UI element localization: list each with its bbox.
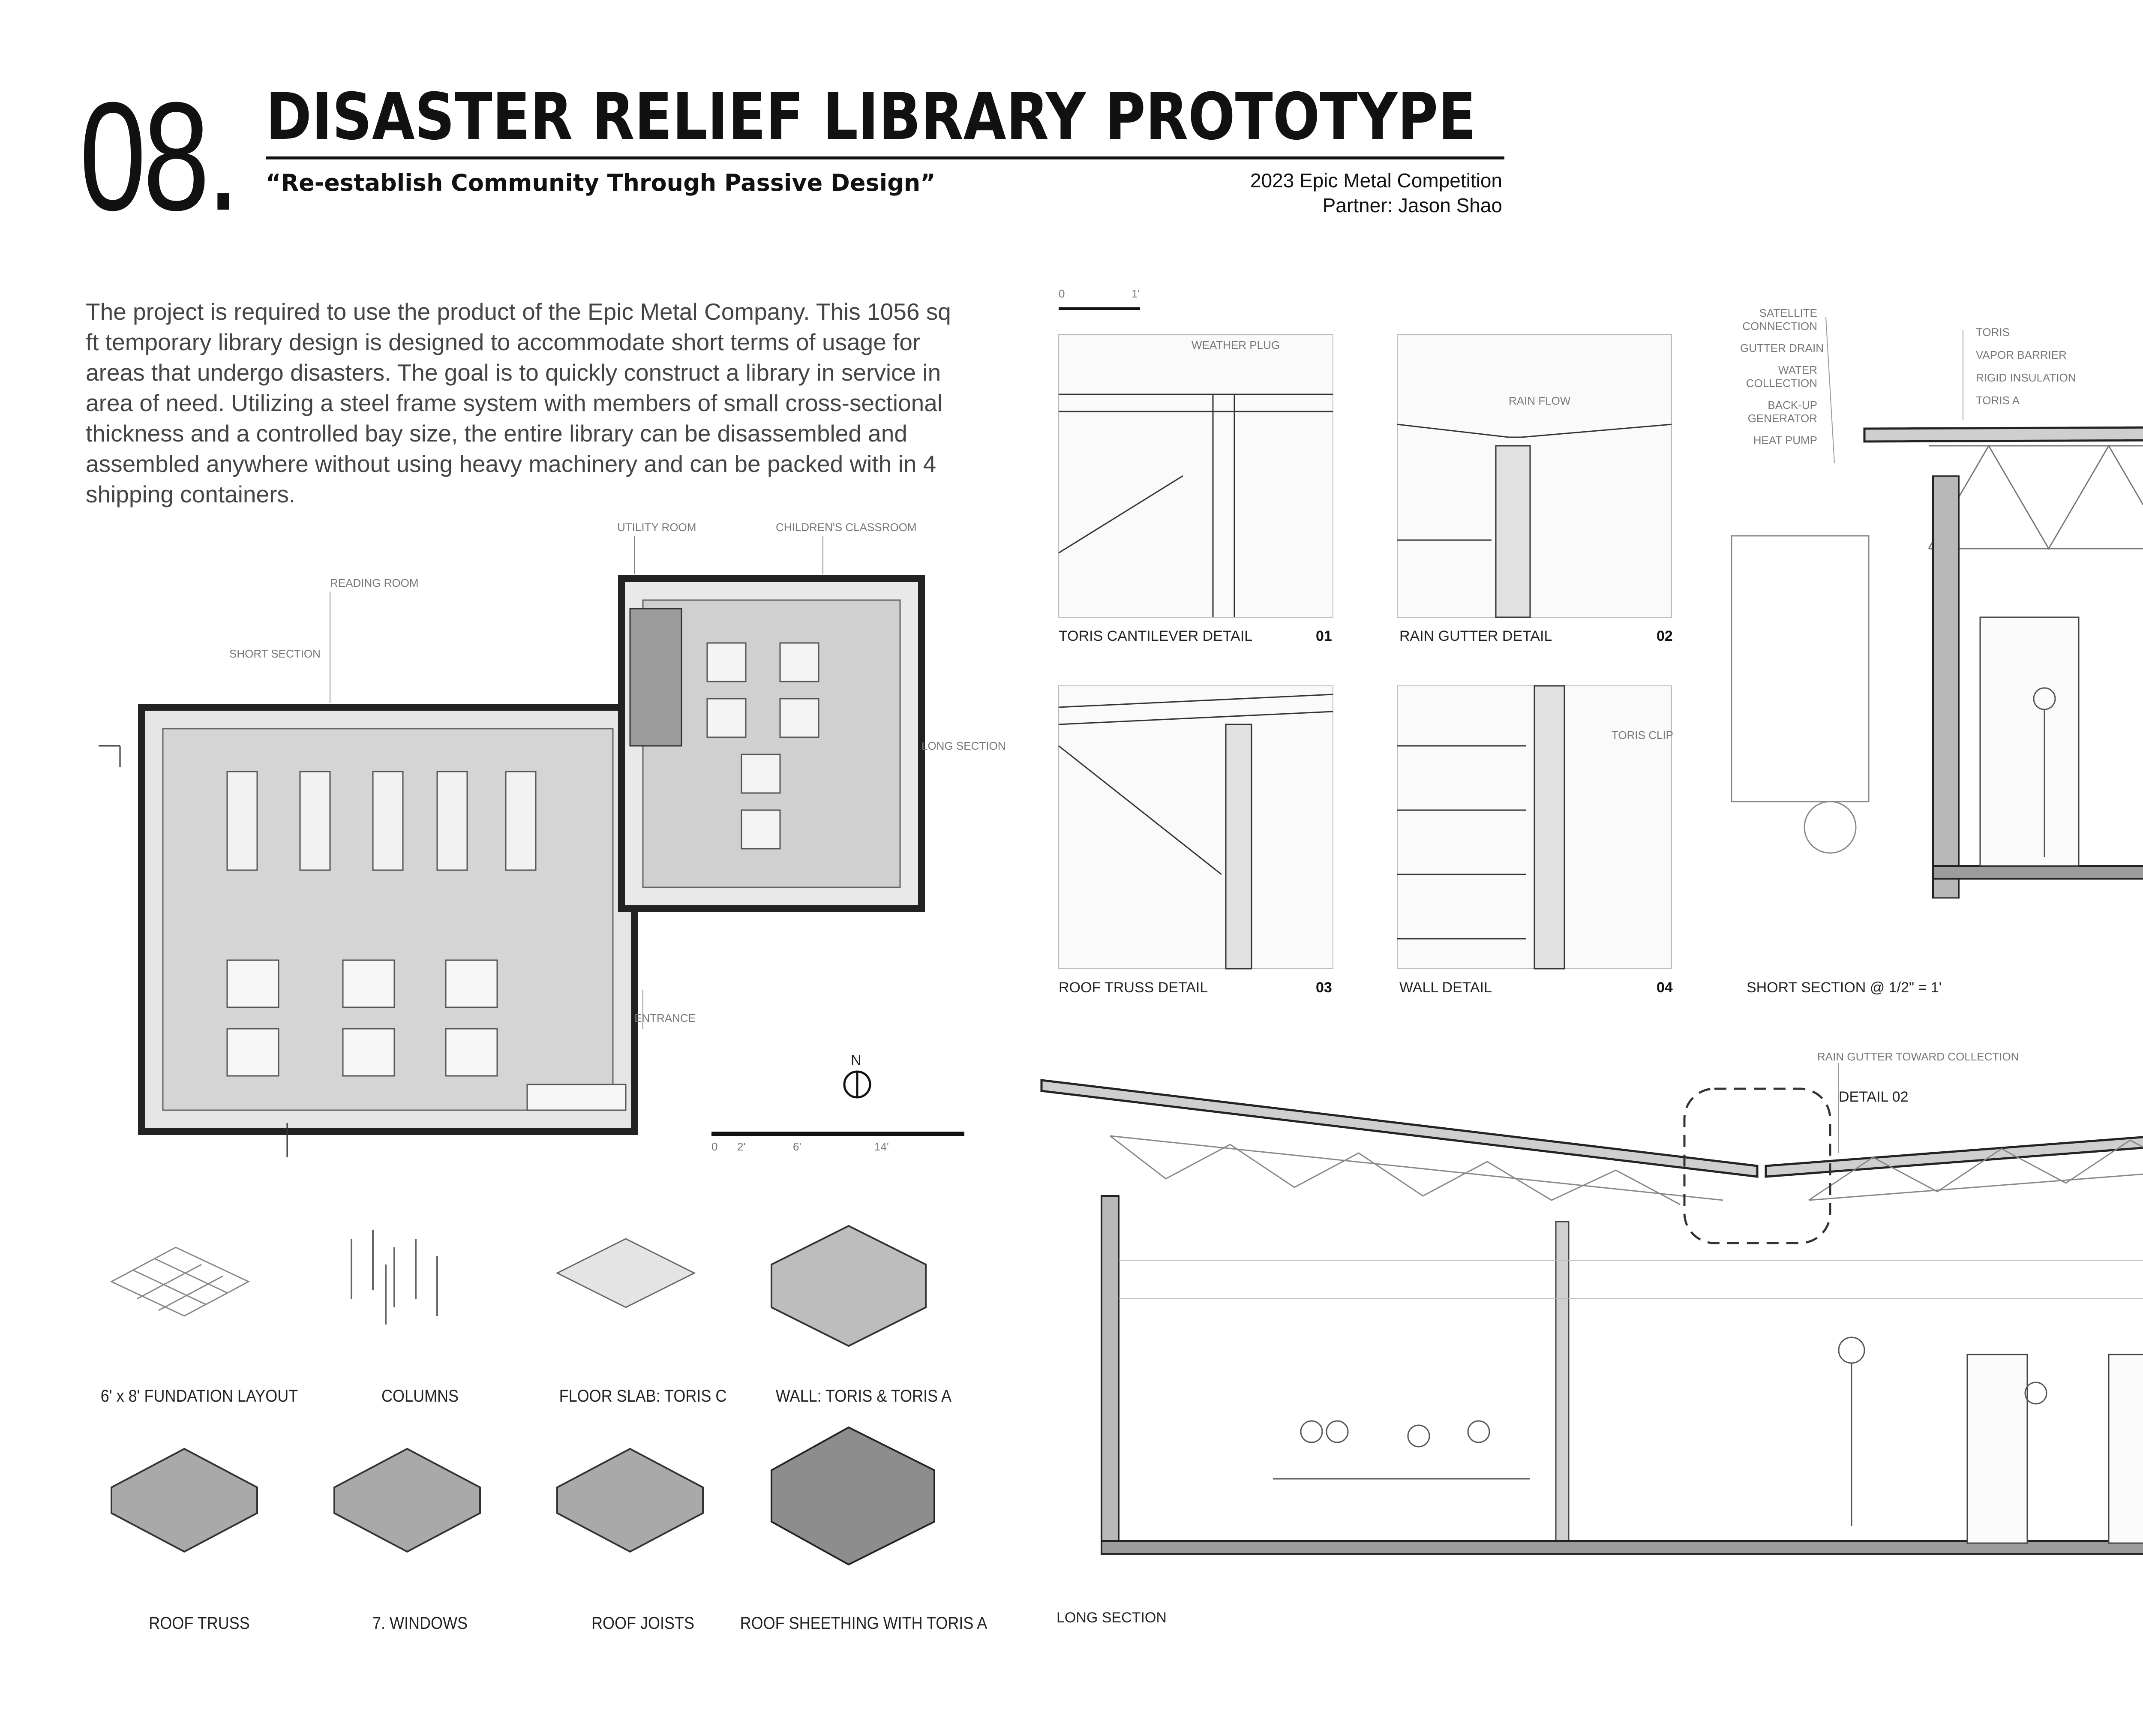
note-toris: TORIS [1976,326,2010,339]
iso-step-4: WALL: TORIS & TORIS A [775,1387,952,1406]
long-section-caption: LONG SECTION [1056,1610,1167,1626]
short-section-left-notes [1740,306,1824,447]
detail-02-num: 02 [1657,628,1673,644]
plan-label-short-section: SHORT SECTION [229,647,321,660]
iso-step-7: ROOF JOISTS [591,1614,695,1633]
iso-step-8: ROOF SHEETHING WITH TORIS A [740,1614,987,1633]
project-number: 08. [79,70,237,243]
detail-02-note: RAIN FLOW [1509,394,1571,407]
short-section-mid-notes [1976,326,2076,407]
plan-scale-1: 2' [737,1140,746,1153]
detail-02-title: RAIN GUTTER DETAIL [1399,628,1552,644]
page-title: DISASTER RELIEF LIBRARY PROTOTYPE [266,80,1476,154]
plan-scale-3: 14' [874,1140,889,1153]
iso-step-5: ROOF TRUSS [149,1614,250,1633]
detail-scale-1: 1' [1132,287,1140,300]
partner-text: Partner: Jason Shao [1322,194,1502,216]
plan-scale-0: 0 [711,1140,718,1153]
note-vapor-barrier: VAPOR BARRIER [1976,348,2067,361]
plan-scale-2: 6' [793,1140,801,1153]
note-gutter-drain: GUTTER DRAIN [1740,342,1824,354]
detail-04-title: WALL DETAIL [1399,979,1492,996]
details-drawings [1054,296,1697,1003]
competition-text: 2023 Epic Metal Competition [1250,169,1502,192]
plan-label-long-section: LONG SECTION [921,739,1006,752]
detail-02-tag: DETAIL 02 [1839,1089,1909,1105]
iso-step-1: 6' x 8' FUNDATION LAYOUT [100,1387,298,1406]
detail-04-num: 04 [1657,979,1673,996]
detail-01-num: 01 [1316,628,1332,644]
floor-plan-drawing [86,514,986,1183]
detail-01-title: TORIS CANTILEVER DETAIL [1059,628,1253,644]
plan-label-utility-room: UTILITY ROOM [617,521,696,534]
note-toris-a: TORIS A [1976,394,2020,407]
detail-04-note: TORIS CLIP [1612,729,1674,742]
title-rule [266,156,1504,159]
note-water-collection: WATER COLLECTION [1746,363,1817,390]
iso-step-6: 7. WINDOWS [372,1614,468,1633]
plan-label-entrance: ENTRANCE [634,1012,696,1024]
detail-01-note: WEATHER PLUG [1192,339,1280,351]
detail-03-num: 03 [1316,979,1332,996]
short-section-caption: SHORT SECTION @ 1/2" = 1' [1747,979,1942,996]
long-section-drawing [1037,1037,2143,1590]
note-backup-generator: BACK-UP GENERATOR [1747,399,1817,425]
detail-scale-0: 0 [1059,287,1065,300]
iso-step-2: COLUMNS [381,1387,459,1406]
detail-03-title: ROOF TRUSS DETAIL [1059,979,1208,996]
note-heat-pump: HEAT PUMP [1753,434,1817,447]
note-rigid-insulation: RIGID INSULATION [1976,371,2076,384]
plan-label-reading-room: READING ROOM [330,577,419,589]
page-subtitle: “Re-establish Community Through Passive Design” [266,169,936,196]
iso-step-3: FLOOR SLAB: TORIS C [559,1387,727,1406]
project-meta [1250,168,1502,218]
plan-label-classroom: CHILDREN'S CLASSROOM [776,521,917,534]
note-rain-gutter: RAIN GUTTER TOWARD COLLECTION [1817,1050,2019,1063]
note-satellite: SATELLITE CONNECTION [1742,306,1817,333]
iso-sequence-drawings [86,1213,1007,1599]
north-label: N [851,1052,861,1069]
intro-paragraph: The project is required to use the product of the Epic Metal Company. This 1056 sq ft temporary library design is designed to accommodate short terms of usage for areas that undergo disasters. The goal is to quickly construct a library in service in area of need. Utilizing a steel frame system with members of small cross-sectional thickness and a controlled bay size, the entire library can be disassembled and assembled anywhere without using heavy machinery and can be packed with in 4 shipping containers. [86,298,951,508]
